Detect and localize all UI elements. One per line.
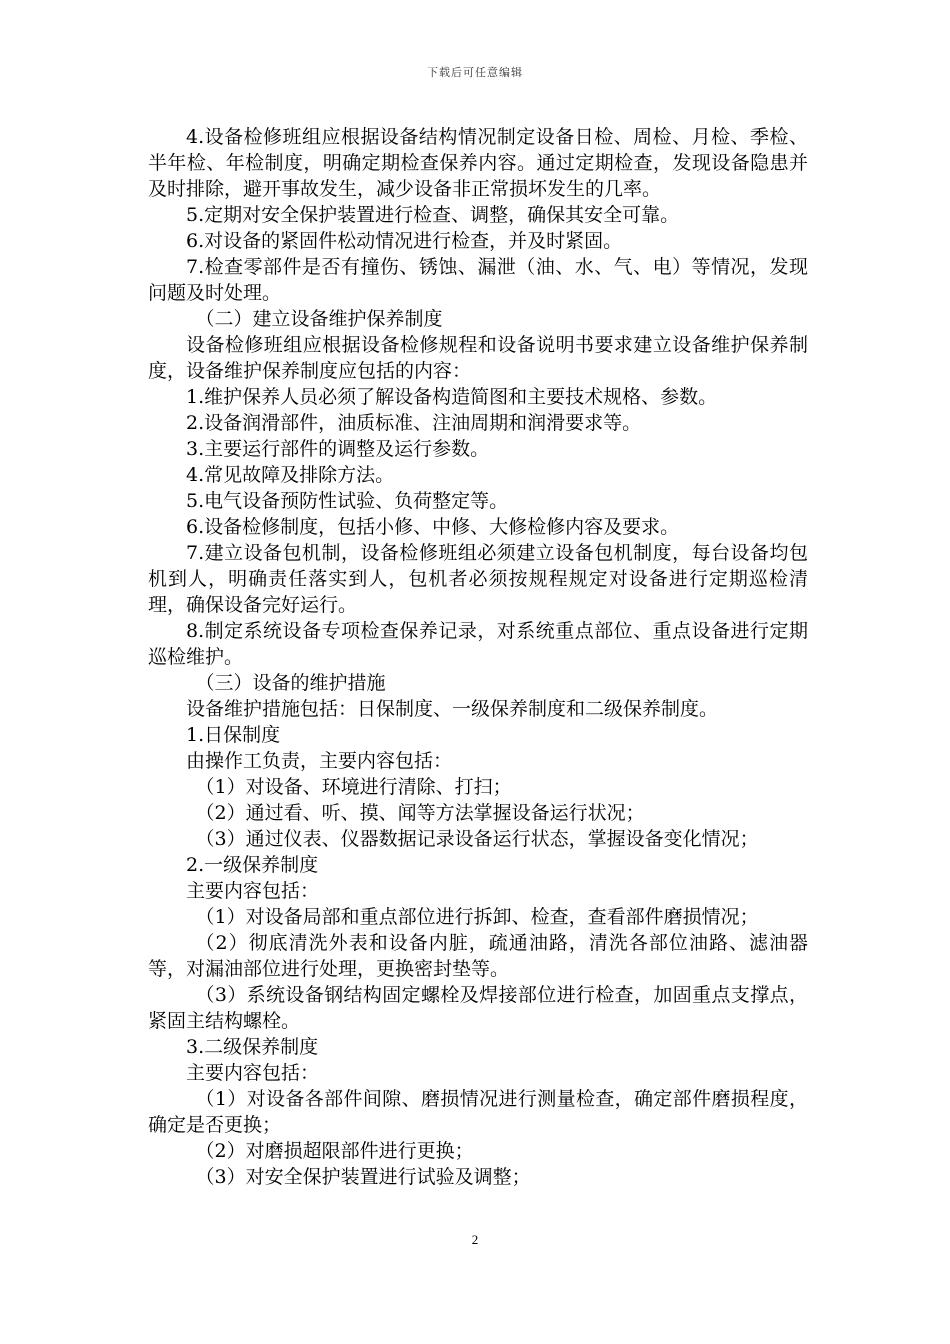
list-item: （2）彻底清洗外表和设备内脏，疏通油路，清洗各部位油路、滤油器等，对漏油部位进行处理，更换密封垫等。 <box>148 932 808 980</box>
paragraph: 主要内容包括： <box>186 1062 320 1084</box>
paragraph: 5.电气设备预防性试验、负荷整定等。 <box>186 490 509 512</box>
subheading: 1.日保制度 <box>186 724 281 746</box>
paragraph: 6.设备检修制度，包括小修、中修、大修检修内容及要求。 <box>186 516 680 538</box>
paragraph: 4.常见故障及排除方法。 <box>186 464 395 486</box>
paragraph: 3.主要运行部件的调整及运行参数。 <box>186 438 490 460</box>
list-item: （2）通过看、听、摸、闻等方法掌握设备运行状况； <box>195 802 645 824</box>
paragraph: 6.对设备的紧固件松动情况进行检查，并及时紧固。 <box>186 230 623 252</box>
paragraph: 由操作工负责，主要内容包括： <box>186 750 453 772</box>
list-item: （3）通过仪表、仪器数据记录设备运行状态，掌握设备变化情况； <box>195 828 759 850</box>
list-item: （1）对设备局部和重点部位进行拆卸、检查，查看部件磨损情况； <box>195 906 759 928</box>
list-item: （3）系统设备钢结构固定螺栓及焊接部位进行检查，加固重点支撑点，紧固主结构螺栓。 <box>148 984 808 1032</box>
page-number: 2 <box>471 1232 479 1247</box>
subheading: 3.二级保养制度 <box>186 1036 319 1058</box>
paragraph: 5.定期对安全保护装置进行检查、调整，确保其安全可靠。 <box>186 204 680 226</box>
paragraph: 设备维护措施包括：日保制度、一级保养制度和二级保养制度。 <box>186 698 719 720</box>
page-header: 下载后可任意编辑 <box>427 66 523 79</box>
section-heading: （三）设备的维护措施 <box>195 672 386 694</box>
paragraph: 2.设备润滑部件，油质标准、注油周期和润滑要求等。 <box>186 412 642 434</box>
paragraph: 8.制定系统设备专项检查保养记录，对系统重点部位、重点设备进行定期巡检维护。 <box>148 620 808 668</box>
paragraph: 4.设备检修班组应根据设备结构情况制定设备日检、周检、月检、季检、半年检、年检制度，明确定期检查保养内容。通过定期检查，发现设备隐患并及时排除，避开事故发生，减少设备非正常损坏发生的几率。 <box>148 126 808 200</box>
list-item: （2）对磨损超限部件进行更换； <box>195 1140 474 1162</box>
subheading: 2.一级保养制度 <box>186 854 319 876</box>
section-heading: （二）建立设备维护保养制度 <box>195 308 443 330</box>
list-item: （1）对设备、环境进行清除、打扫； <box>195 776 512 798</box>
list-item: （3）对安全保护装置进行试验及调整； <box>195 1166 531 1188</box>
list-item: （1）对设备各部件间隙、磨损情况进行测量检查，确定部件磨损程度，确定是否更换； <box>148 1088 808 1136</box>
paragraph: 1.维护保养人员必须了解设备构造简图和主要技术规格、参数。 <box>186 386 718 408</box>
paragraph: 7.建立设备包机制，设备检修班组必须建立设备包机制度，每台设备均包机到人，明确责任落实到人，包机者必须按规程规定对设备进行定期巡检清理，确保设备完好运行。 <box>148 542 808 616</box>
document-body <box>148 124 808 1190</box>
paragraph: 主要内容包括： <box>186 880 320 902</box>
paragraph: 7.检查零部件是否有撞伤、锈蚀、漏泄（油、水、气、电）等情况，发现问题及时处理。 <box>148 256 808 304</box>
paragraph: 设备检修班组应根据设备检修规程和设备说明书要求建立设备维护保养制度，设备维护保养制度应包括的内容： <box>148 334 808 382</box>
